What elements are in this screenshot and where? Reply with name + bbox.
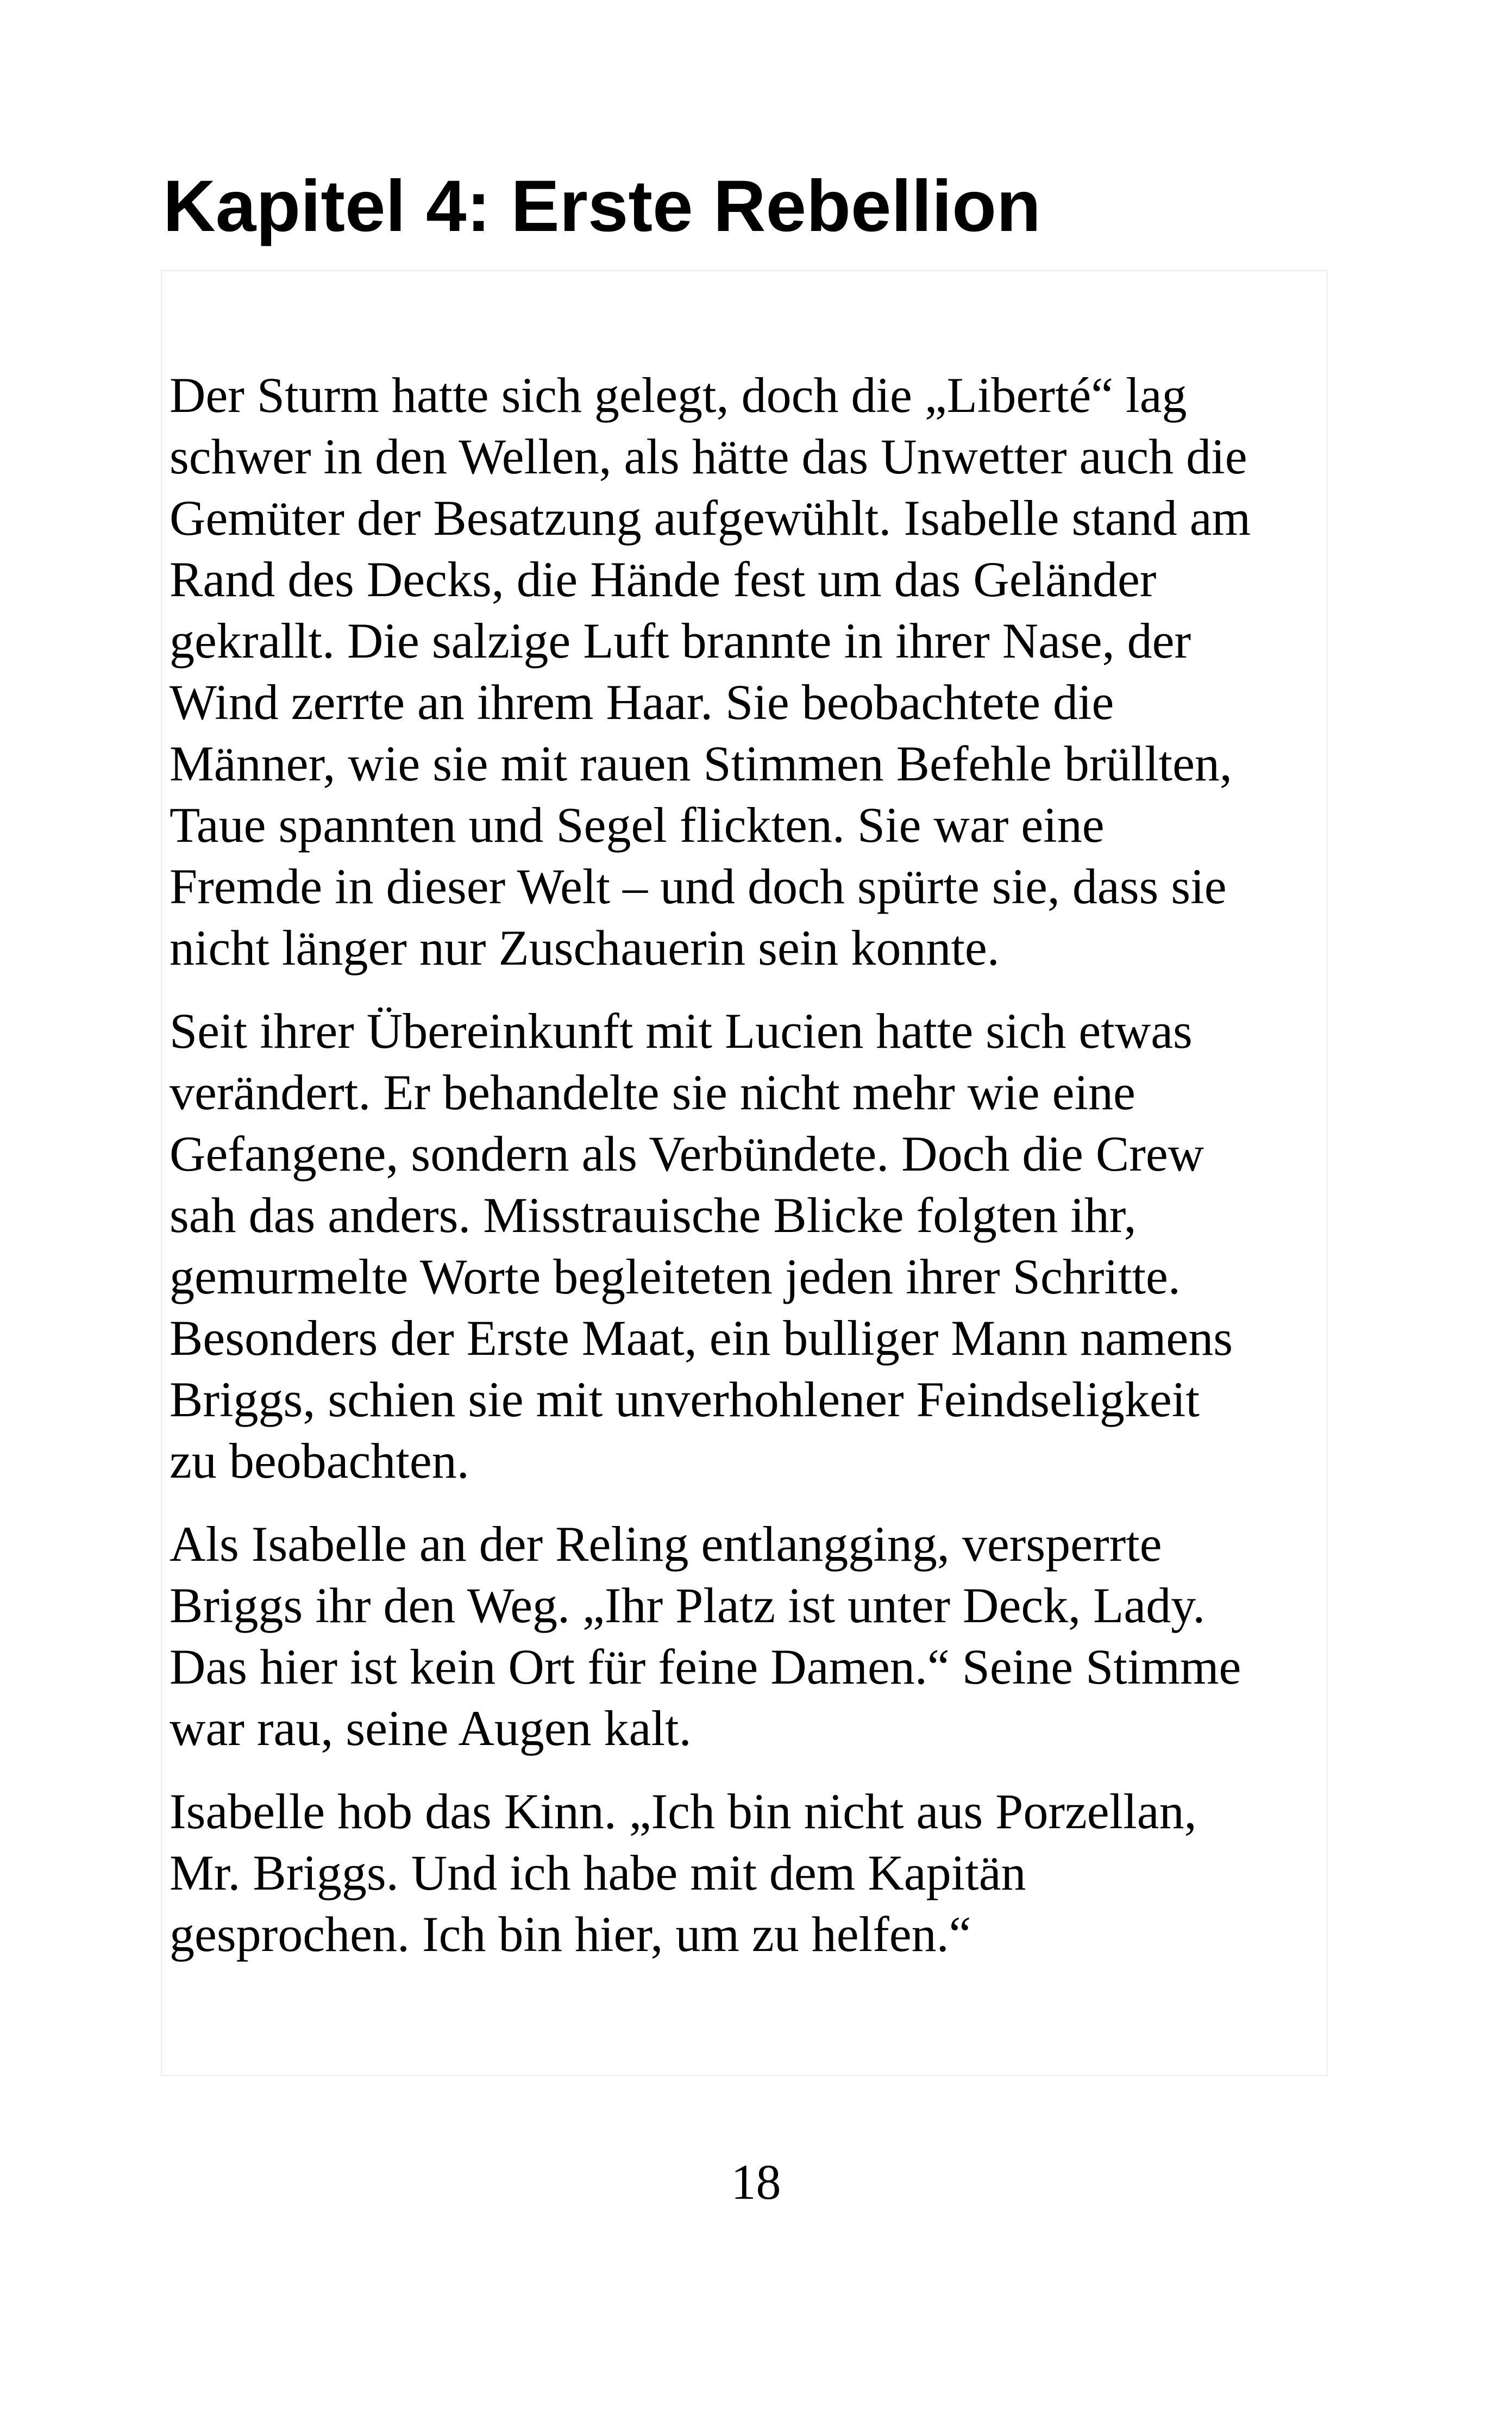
paragraph-4: Isabelle hob das Kinn. „Ich bin nicht aus Porzellan, Mr. Briggs. Und ich habe mit dem Kapitän gesprochen. Ich bin hier, um zu helfen.“ — [170, 1784, 1197, 1962]
paragraph-2: Seit ihrer Übereinkunft mit Lucien hatte sich etwas verändert. Er behandelte sie nicht mehr wie eine Gefangene, sondern als Verbündete. Doch die Crew sah das anders. Misstrauische Blicke folgten ihr, gemurmelte Worte begleiteten jeden ihrer Schritte. Besonders der Erste Maat, ein bulliger Mann namens Briggs, schien sie mit unverhohlener Feindseligkeit zu beobachten. — [170, 1003, 1233, 1489]
page-number: 18 — [731, 2154, 781, 2210]
chapter-title: Kapitel 4: Erste Rebellion — [163, 166, 1041, 247]
paragraph-3: Als Isabelle an der Reling entlangging, versperrte Briggs ihr den Weg. „Ihr Platz ist unter Deck, Lady. Das hier ist kein Ort für feine Damen.“ Seine Stimme war rau, seine Augen kalt. — [170, 1516, 1241, 1756]
paragraph-1: Der Sturm hatte sich gelegt, doch die „Liberté“ lag schwer in den Wellen, als hätte das Unwetter auch die Gemüter der Besatzung aufgewühlt. Isabelle stand am Rand des Decks, die Hände fest um das Geländer gekrallt. Die salzige Luft brannte in ihrer Nase, der Wind zerrte an ihrem Haar. Sie beobachtete die Männer, wie sie mit rauen Stimmen Befehle brüllten, Taue spannten und Segel flickten. Sie war eine Fremde in dieser Welt – und doch spürte sie, dass sie nicht länger nur Zuschauerin sein konnte. — [170, 367, 1251, 975]
text-frame — [161, 270, 1328, 2076]
text-body — [170, 365, 1327, 1987]
